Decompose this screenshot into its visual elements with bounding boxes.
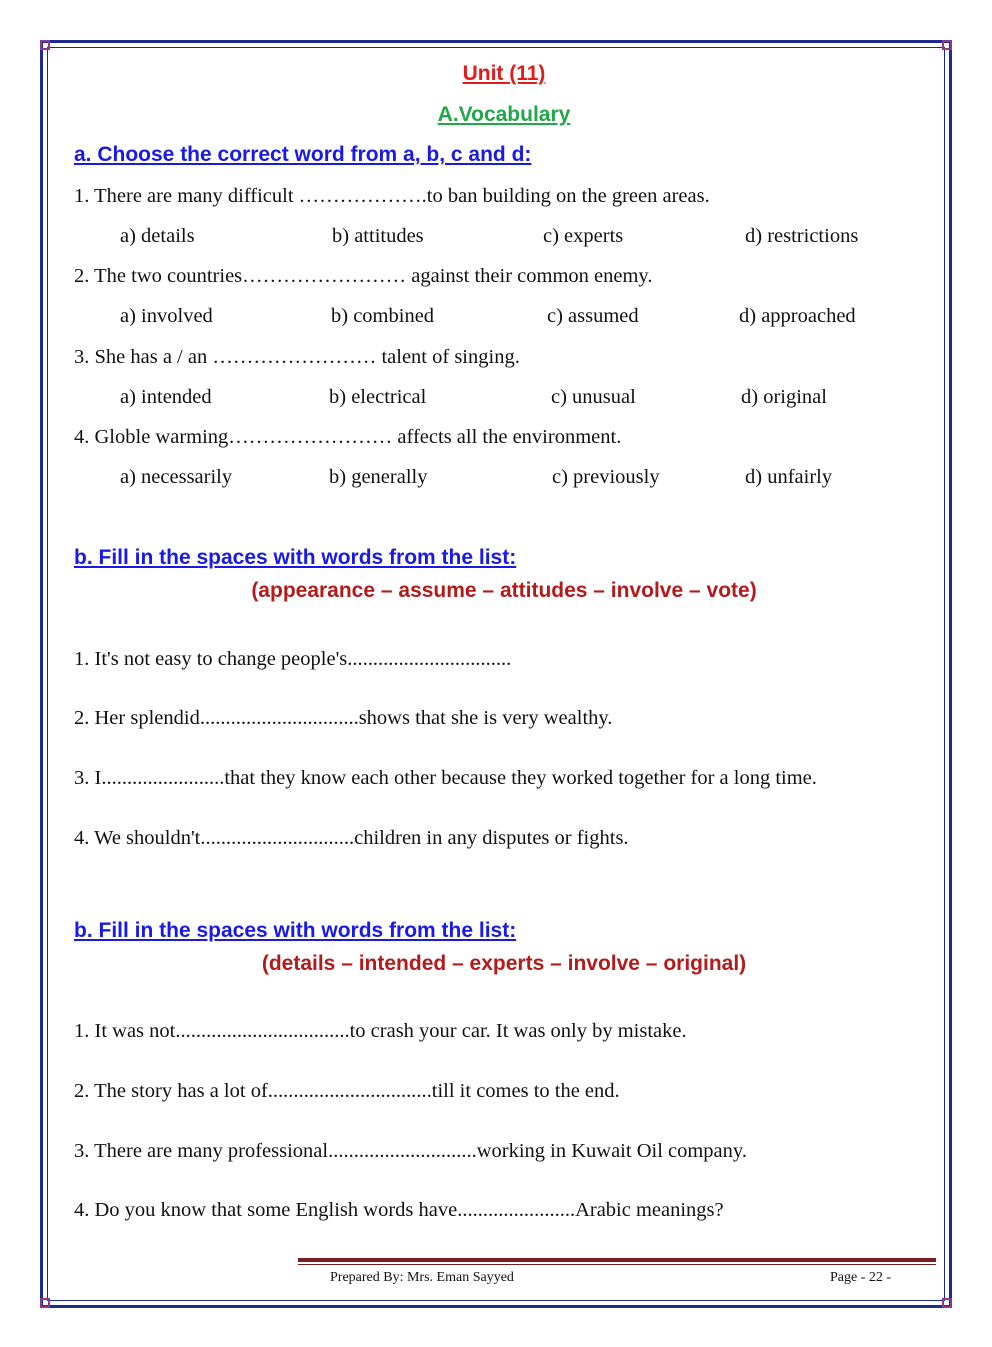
unit-title: Unit (11) (462, 62, 546, 85)
option-a: a) necessarily (120, 466, 233, 488)
corner-ornament (942, 40, 952, 50)
corner-ornament (40, 1298, 50, 1308)
option-d: d) unfairly (745, 466, 833, 488)
option-d: d) approached (739, 305, 856, 327)
fill-sentence: 1. It was not..................................to crash your car. It was only by mistake. (74, 1020, 687, 1042)
section-title: A.Vocabulary (437, 103, 571, 126)
option-b: b) electrical (329, 386, 427, 408)
word-list: (details – intended – experts – involve – original) (261, 952, 747, 975)
question-text: 3. She has a / an …………………… talent of singing. (74, 346, 520, 368)
footer-author: Prepared By: Mrs. Eman Sayyed (330, 1270, 514, 1285)
option-c: c) experts (543, 225, 624, 247)
question-text: 1. There are many difficult ……………….to ban building on the green areas. (74, 185, 710, 207)
option-a: a) involved (120, 305, 213, 327)
option-c: c) assumed (547, 305, 639, 327)
fill-sentence: 1. It's not easy to change people's................................ (74, 648, 512, 670)
question-text: 2. The two countries…………………… against their common enemy. (74, 265, 653, 287)
option-a: a) intended (120, 386, 212, 408)
fill-sentence: 2. The story has a lot of................................till it comes to the end. (74, 1080, 620, 1102)
footer-divider (298, 1264, 936, 1265)
option-a: a) details (120, 225, 195, 247)
option-b: b) generally (329, 466, 428, 488)
page-number: Page - 22 - (830, 1270, 892, 1285)
option-b: b) combined (331, 305, 435, 327)
corner-ornament (942, 1298, 952, 1308)
option-c: c) unusual (551, 386, 636, 408)
option-c: c) previously (552, 466, 660, 488)
option-b: b) attitudes (332, 225, 424, 247)
fill-sentence: 3. There are many professional.............................working in Kuwait Oil company. (74, 1140, 747, 1162)
option-d: d) restrictions (745, 225, 859, 247)
fill-sentence: 4. Do you know that some English words have.......................Arabic meanings? (74, 1199, 724, 1221)
fill-sentence: 4. We shouldn't..............................children in any disputes or fights. (74, 827, 629, 849)
fill-sentence: 3. I........................that they know each other because they worked together for a long time. (74, 767, 817, 789)
fill-sentence: 2. Her splendid...............................shows that she is very wealthy. (74, 707, 613, 729)
option-d: d) original (741, 386, 827, 408)
part-b1-heading: b. Fill in the spaces with words from the list: (74, 546, 517, 569)
question-text: 4. Globle warming…………………… affects all the environment. (74, 426, 622, 448)
part-a-heading: a. Choose the correct word from a, b, c and d: (74, 143, 532, 166)
footer-divider (298, 1258, 936, 1262)
corner-ornament (40, 40, 50, 50)
part-b2-heading: b. Fill in the spaces with words from the list: (74, 919, 517, 942)
word-list: (appearance – assume – attitudes – involve – vote) (251, 579, 757, 602)
